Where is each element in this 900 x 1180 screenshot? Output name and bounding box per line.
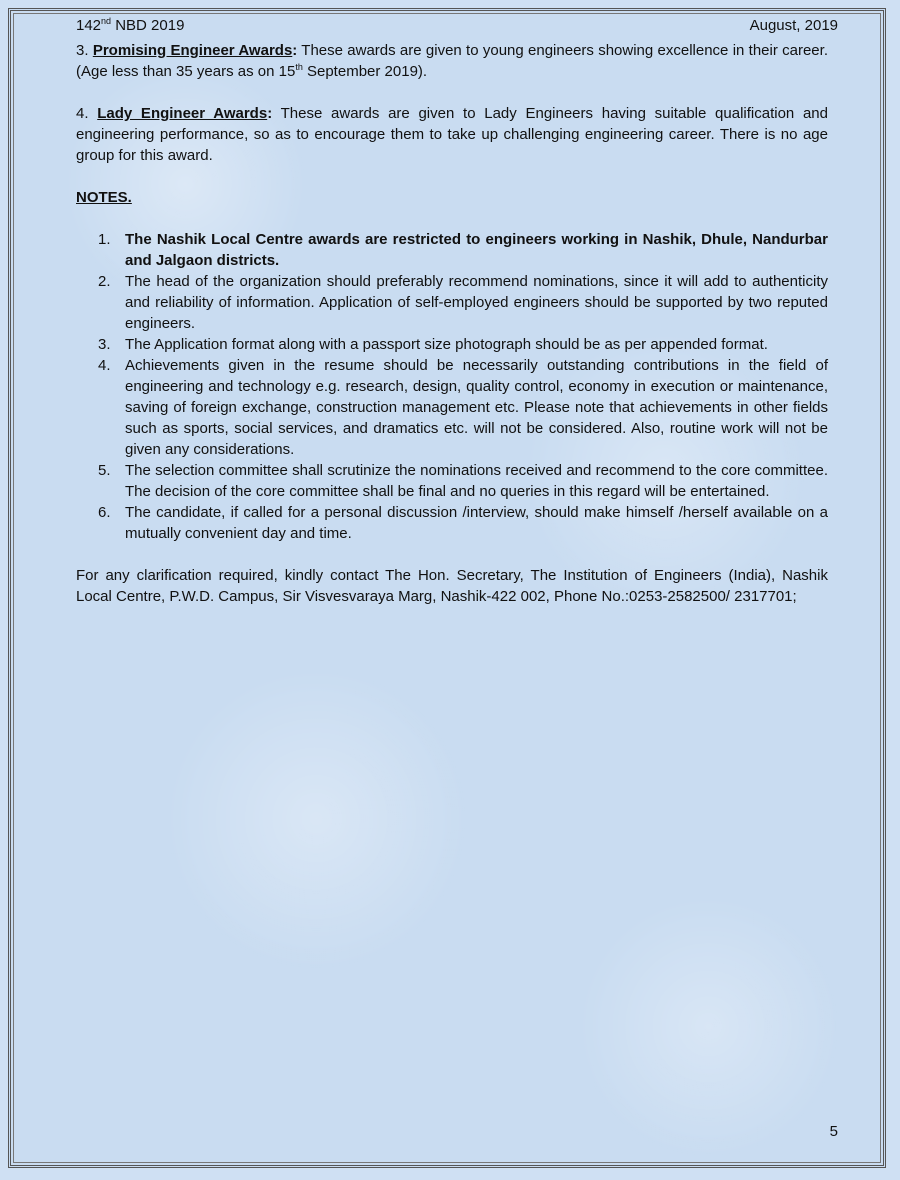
award-4-title: Lady Engineer Awards bbox=[97, 105, 268, 122]
award-4-paragraph: 4. Lady Engineer Awards: These awards are given to Lady Engineers having suitable qualification and engineering performance, so as to encourage them to take up challenging engineering career. There is no age group for this award. bbox=[76, 105, 828, 164]
award-3-title: Promising Engineer Awards bbox=[92, 42, 293, 59]
note-item: 6. The candidate, if called for a personal discussion /interview, should make himself /herself available on a mutually convenient day and time. bbox=[98, 504, 828, 542]
notes-list bbox=[76, 229, 828, 544]
note-item: 3. The Application format along with a passport size photograph should be as per appended format. bbox=[98, 336, 768, 353]
notes-heading: NOTES. bbox=[76, 189, 132, 206]
note-item: 2. The head of the organization should preferably recommend nominations, since it will add to authenticity and reliability of information. Application of self-employed engineers should be supported by two reputed engineers. bbox=[98, 273, 828, 332]
header-right: August, 2019 bbox=[749, 17, 838, 34]
page-header bbox=[76, 17, 838, 34]
header-left: 142nd NBD 2019 bbox=[76, 16, 185, 34]
page-number: 5 bbox=[829, 1123, 838, 1140]
note-item: 1. The Nashik Local Centre awards are restricted to engineers working in Nashik, Dhule, Nandurbar and Jalgaon districts. bbox=[98, 231, 828, 269]
note-item: 5. The selection committee shall scrutinize the nominations received and recommend to the core committee. The decision of the core committee shall be final and no queries in this regard will be entertained. bbox=[98, 462, 828, 500]
award-3-paragraph: 3. Promising Engineer Awards: These awards are given to young engineers showing excellence in their career. (Age less than 35 years as on 15th September 2019). bbox=[76, 42, 828, 80]
page-content bbox=[76, 40, 828, 607]
contact-paragraph: For any clarification required, kindly contact The Hon. Secretary, The Institution of Engineers (India), Nashik Local Centre, P.W.D. Campus, Sir Visvesvaraya Marg, Nashik-422 002, Phone No.:0253-2582500/ 2317701; bbox=[76, 567, 828, 605]
note-item: 4. Achievements given in the resume should be necessarily outstanding contributions in the field of engineering and technology e.g. research, design, quality control, economy in execution or maintenance, saving of foreign exchange, construction management etc. Please note that achievements in other fields such as sports, social services, and dramatics etc. will not be considered. Also, routine work will not be given any considerations. bbox=[98, 357, 828, 458]
